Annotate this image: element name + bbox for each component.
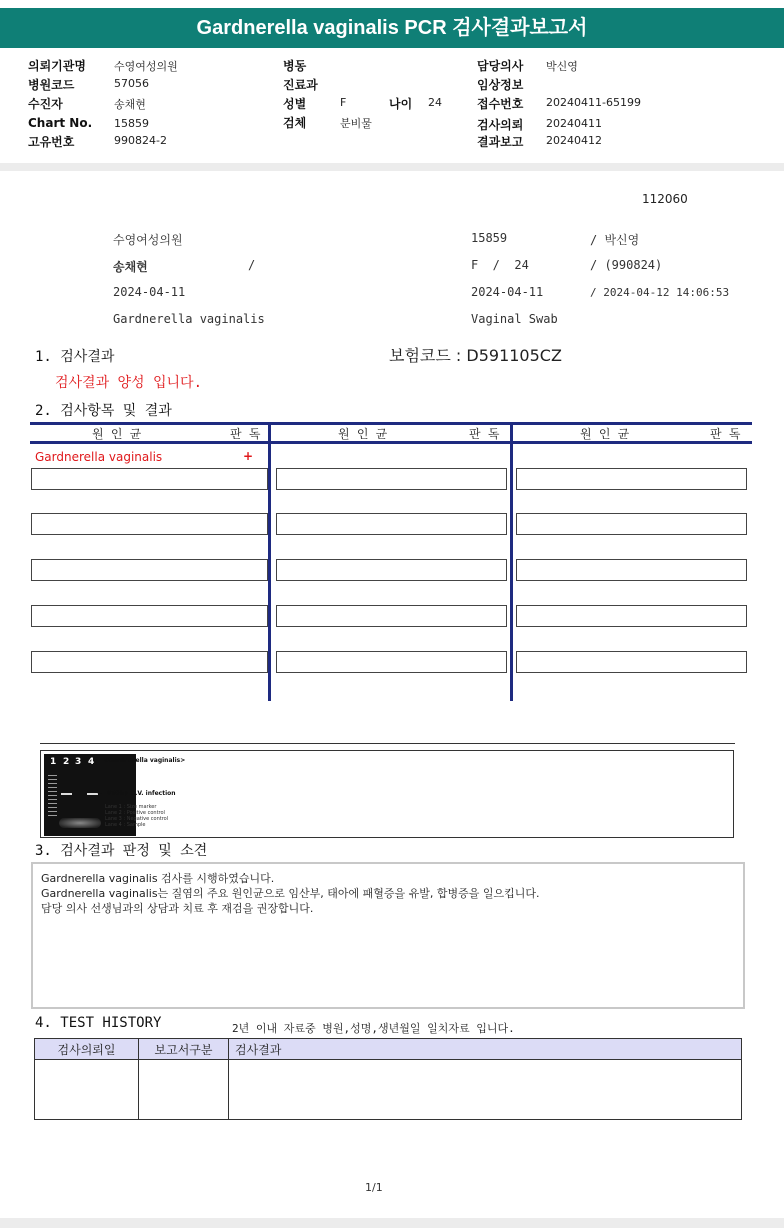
result-cell	[276, 513, 507, 535]
col1-pathogen-head: 원 인 균	[92, 427, 142, 441]
gel-legend-item: Lane 4 : Sample	[105, 822, 146, 828]
gel-top-rule	[40, 743, 735, 744]
result-cell	[276, 651, 507, 673]
gel-lane-3: 3	[75, 757, 82, 767]
unique-no-label: 고유번호	[28, 135, 75, 149]
chart-no-label: Chart No.	[28, 116, 93, 130]
request-date-label: 검사의뢰	[477, 118, 524, 132]
age-label: 나이	[389, 97, 413, 111]
result-cell	[516, 651, 747, 673]
result-cell	[31, 559, 268, 581]
summary-chart-no: 15859	[471, 231, 508, 245]
result-cell	[31, 605, 268, 627]
clinical-info-label: 임상정보	[477, 78, 524, 92]
summary-collect-date: 2024-04-11	[113, 285, 186, 299]
gel-lane-2: 2	[63, 757, 70, 767]
opinion-line: Gardnerella vaginalis는 질염의 주요 원인균으로 임산부, 태아에 패혈증을 유발, 합병증을 일으킵니다.	[41, 887, 540, 900]
history-col-result: 검사결과	[235, 1043, 282, 1057]
hospital-code-value: 57056	[114, 77, 149, 90]
chart-no-value: 15859	[114, 117, 149, 130]
sex-value: F	[340, 96, 347, 109]
page-number: 1/1	[365, 1181, 383, 1194]
summary-test-name: Gardnerella vaginalis	[113, 312, 265, 326]
receipt-no-value: 20240411-65199	[546, 96, 641, 109]
col1-judgment-head: 판 독	[230, 427, 261, 441]
opinion-line: 담당 의사 선생님과의 상담과 치료 후 재검을 권장합니다.	[41, 902, 314, 915]
gel-title: <Gardnerella vaginalis>	[103, 757, 186, 764]
summary-institution: 수영여성의원	[113, 233, 183, 247]
gel-legend-item: Lane 1 : Size marker	[105, 804, 157, 810]
col2-pathogen-head: 원 인 균	[338, 427, 388, 441]
doctor-value: 박신영	[546, 60, 578, 73]
col3-judgment-head: 판 독	[710, 427, 741, 441]
request-date-value: 20240411	[546, 117, 602, 130]
summary-birth: / (990824)	[590, 258, 663, 272]
result-cell	[516, 513, 747, 535]
history-col-request-date: 검사의뢰일	[57, 1043, 116, 1057]
receipt-no-label: 접수번호	[477, 97, 524, 111]
gel-lane-1: 1	[50, 757, 57, 767]
gel-arrow-icon: ←	[97, 789, 103, 797]
grid-divider-2	[510, 422, 513, 701]
gel-ladder-bands	[48, 772, 57, 816]
history-table	[34, 1038, 742, 1120]
opinion-line: Gardnerella vaginalis 검사를 시행하였습니다.	[41, 872, 275, 885]
result-judgment: +	[243, 449, 254, 463]
specimen-value: 분비물	[340, 117, 372, 130]
section2-title: 2. 검사항목 및 결과	[35, 403, 172, 419]
report-title: Gardnerella vaginalis PCR 검사결과보고서	[0, 8, 784, 48]
history-col-divider-2	[228, 1039, 229, 1119]
col2-judgment-head: 판 독	[469, 427, 500, 441]
sex-label: 성별	[283, 97, 307, 111]
summary-doctor: / 박신영	[590, 233, 640, 247]
insurance-code: 보험코드 : D591105CZ	[389, 346, 562, 365]
institution-value: 수영여성의원	[114, 60, 178, 73]
footer-separator	[0, 1218, 784, 1228]
result-cell	[516, 605, 747, 627]
result-cell	[276, 605, 507, 627]
result-cell	[31, 468, 268, 490]
result-cell	[516, 468, 747, 490]
patient-label: 수진자	[28, 97, 63, 111]
summary-slash: /	[248, 258, 256, 272]
report-date-label: 결과보고	[477, 135, 524, 149]
section1-title: 1. 검사결과	[35, 349, 115, 365]
age-value: 24	[428, 96, 442, 109]
specimen-label: 검체	[283, 116, 307, 130]
unique-no-value: 990824-2	[114, 134, 167, 147]
gel-legend	[105, 804, 168, 828]
result-cell	[516, 559, 747, 581]
gel-primer-glow	[59, 818, 101, 828]
doctor-label: 담당의사	[477, 59, 524, 73]
history-col-report-type: 보고서구분	[154, 1043, 213, 1057]
gel-band-positive	[61, 793, 72, 795]
gel-legend-item: Lane 3 : Negative control	[105, 816, 169, 822]
summary-sex-age: F / 24	[471, 258, 529, 272]
col3-pathogen-head: 원 인 균	[580, 427, 630, 441]
header-separator	[0, 163, 784, 171]
result-cell	[276, 468, 507, 490]
result-pathogen-name: Gardnerella vaginalis	[35, 450, 163, 464]
institution-label: 의뢰기관명	[28, 59, 86, 73]
summary-receipt-date: 2024-04-11	[471, 285, 544, 299]
summary-report-datetime: / 2024-04-12 14:06:53	[590, 286, 730, 299]
report-code: 112060	[642, 192, 688, 206]
grid-divider-1	[268, 422, 271, 701]
gel-panel	[40, 750, 734, 838]
report-date-value: 20240412	[546, 134, 602, 147]
result-cell	[31, 651, 268, 673]
patient-value: 송채현	[114, 98, 146, 111]
history-note: 2년 이내 자료중 병원,성명,생년월일 일치자료 입니다.	[232, 1022, 515, 1035]
hospital-code-label: 병원코드	[28, 78, 75, 92]
result-cell	[276, 559, 507, 581]
result-statement: 검사결과 양성 입니다.	[55, 375, 203, 391]
gel-legend-item: Lane 2 : Positive control	[105, 810, 165, 816]
gel-lane-4: 4	[88, 757, 95, 767]
result-cell	[31, 513, 268, 535]
ward-label: 병동	[283, 59, 307, 73]
section4-title: 4. TEST HISTORY	[35, 1015, 162, 1031]
department-label: 진료과	[283, 78, 318, 92]
opinion-box	[31, 862, 745, 1009]
gel-band-label: 660bp G.V. infection	[107, 790, 176, 797]
summary-patient: 송채현	[113, 260, 148, 274]
section3-title: 3. 검사결과 판정 및 소견	[35, 843, 208, 859]
summary-specimen: Vaginal Swab	[471, 312, 558, 326]
